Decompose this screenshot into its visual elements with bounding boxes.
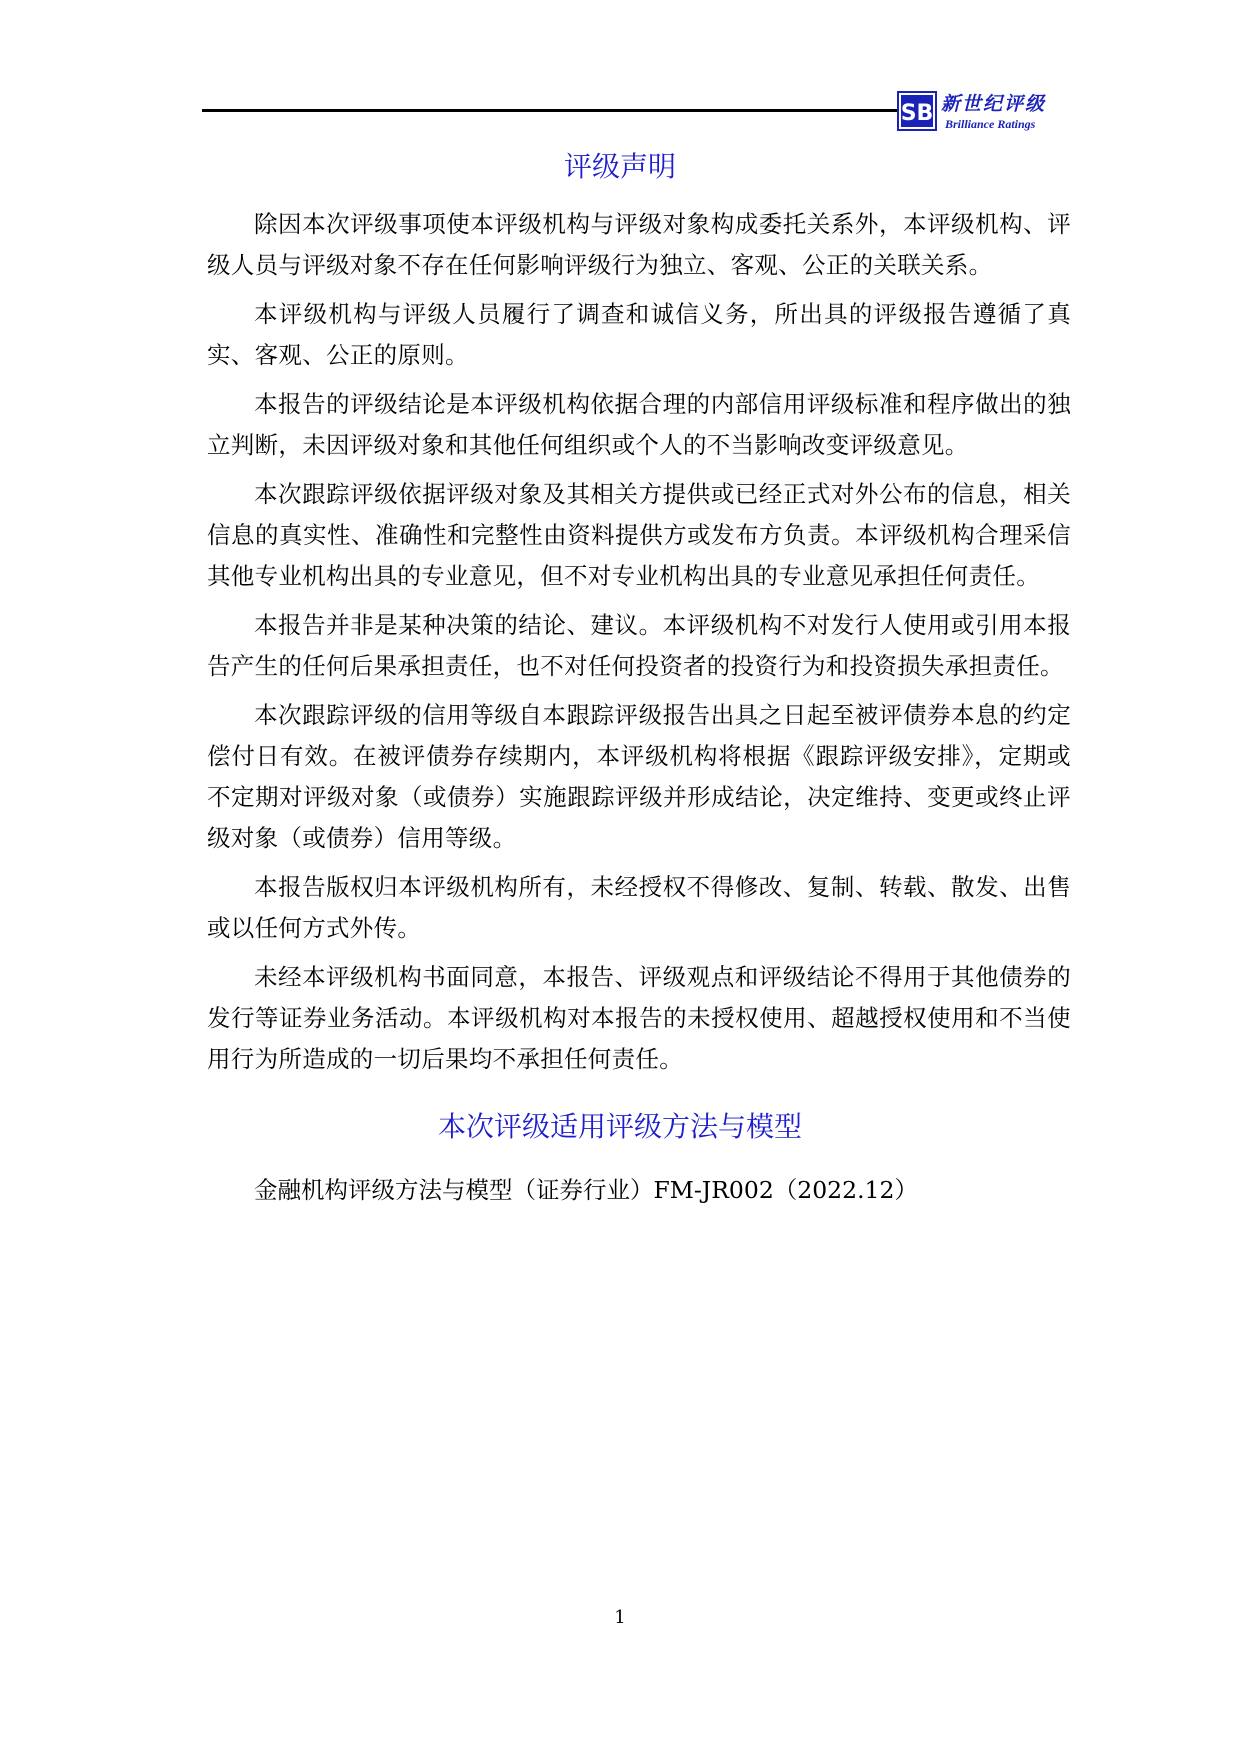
brilliance-ratings-logo: [893, 87, 1073, 135]
logo-name-cn: 新世纪评级: [941, 93, 1047, 115]
declaration-paragraph: 本次跟踪评级的信用等级自本跟踪评级报告出具之日起至被评债券本息的约定偿付日有效。在被评债券存续期内，本评级机构将根据《跟踪评级安排》，定期或不定期对评级对象（或债券）实施跟踪评级并形成结论，决定维持、变更或终止评级对象（或债券）信用等级。: [207, 701, 1071, 852]
page-number: 1: [614, 1607, 626, 1628]
declaration-body: [207, 204, 1071, 1088]
logo-mark-icon: [897, 91, 937, 131]
declaration-paragraph: 本报告版权归本评级机构所有，未经授权不得修改、复制、转载、散发、出售或以任何方式外传。: [207, 873, 1071, 942]
methodology-text: 金融机构评级方法与模型（证券行业）FM-JR002（2022.12）: [254, 1176, 918, 1204]
logo-name-en: Brilliance Ratings: [945, 117, 1036, 131]
logo-mark-text: SB: [900, 101, 934, 126]
declaration-paragraph: 本报告并非是某种决策的结论、建议。本评级机构不对发行人使用或引用本报告产生的任何后果承担责任，也不对任何投资者的投资行为和投资损失承担责任。: [207, 611, 1071, 680]
declaration-title: 评级声明: [563, 150, 676, 183]
methodology-title: 本次评级适用评级方法与模型: [437, 1110, 802, 1143]
header-rule: [202, 109, 897, 112]
declaration-paragraph: 本报告的评级结论是本评级机构依据合理的内部信用评级标准和程序做出的独立判断，未因评级对象和其他任何组织或个人的不当影响改变评级意见。: [207, 390, 1071, 459]
declaration-paragraph: 本次跟踪评级依据评级对象及其相关方提供或已经正式对外公布的信息，相关信息的真实性、准确性和完整性由资料提供方或发布方负责。本评级机构合理采信其他专业机构出具的专业意见，但不对专业机构出具的专业意见承担任何责任。: [207, 480, 1071, 590]
declaration-paragraph: 未经本评级机构书面同意，本报告、评级观点和评级结论不得用于其他债券的发行等证券业务活动。本评级机构对本报告的未授权使用、超越授权使用和不当使用行为所造成的一切后果均不承担任何责任。: [207, 963, 1071, 1073]
declaration-paragraph: 本评级机构与评级人员履行了调查和诚信义务，所出具的评级报告遵循了真实、客观、公正的原则。: [207, 300, 1071, 369]
declaration-paragraph: 除因本次评级事项使本评级机构与评级对象构成委托关系外，本评级机构、评级人员与评级对象不存在任何影响评级行为独立、客观、公正的关联关系。: [207, 210, 1071, 279]
